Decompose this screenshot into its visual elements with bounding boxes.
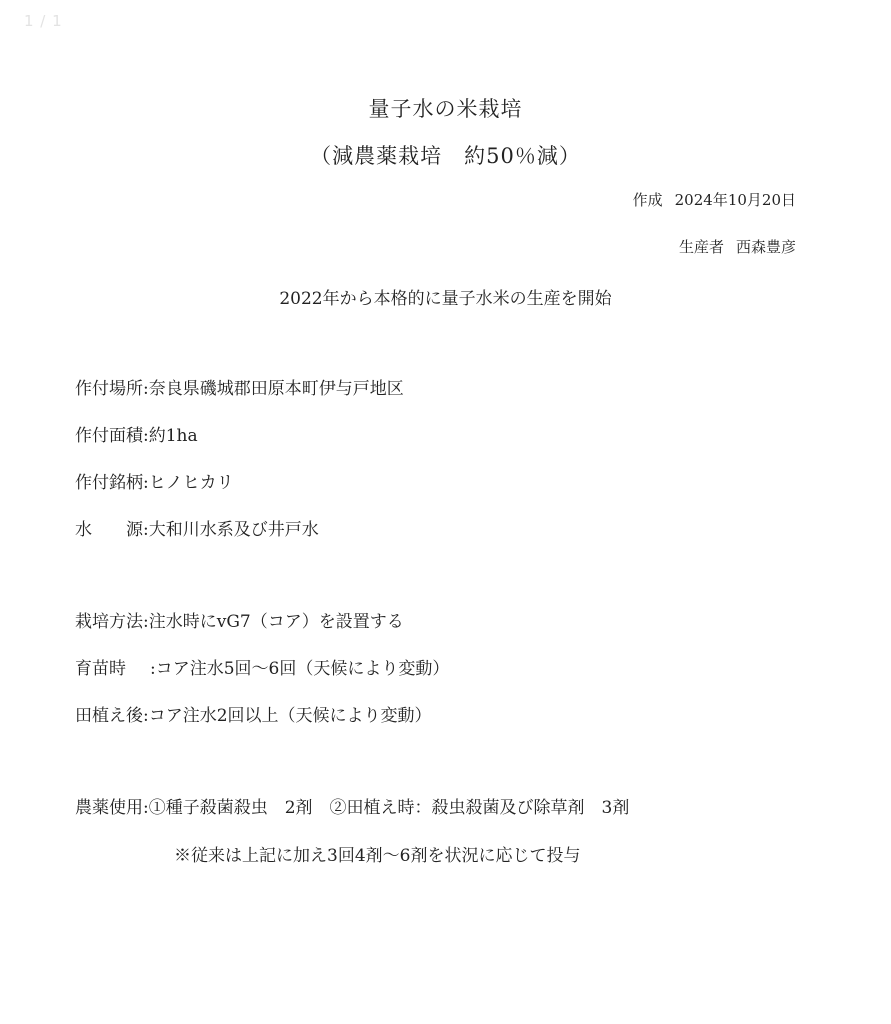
field-method-label: 栽培方法 (75, 612, 143, 632)
document-subtitle: （減農薬栽培 約50％減） (310, 144, 581, 168)
field-seedling: 育苗時 :コア注水5回～6回（天候により変動） (75, 654, 449, 679)
field-area-label: 作付面積 (75, 426, 143, 446)
created-label: 作成 (632, 191, 663, 209)
document-title: 量子水の米栽培 (368, 97, 523, 121)
field-seedling-value: コア注水5回～6回（天候により変動） (155, 659, 450, 679)
intro-text: 2022年から本格的に量子水米の生産を開始 (279, 289, 612, 309)
producer-label: 生産者 (678, 238, 724, 256)
created-date: 2024年10月20日 (674, 191, 796, 209)
field-variety-value: ヒノヒカリ (148, 473, 234, 493)
field-area: 作付面積:約1ha (75, 421, 198, 446)
field-water-source: 水 源:大和川水系及び井戸水 (75, 515, 319, 540)
field-area-value: 約1ha (148, 426, 198, 446)
page-counter: 1 / 1 (24, 12, 63, 30)
field-after-label: 田植え後 (75, 706, 143, 726)
field-pesticide-value: ①種子殺菌殺虫 2剤 ②田植え時：殺虫殺菌及び除草剤 3剤 (148, 798, 630, 818)
field-water-value: 大和川水系及び井戸水 (148, 520, 319, 540)
producer-name: 西森豊彦 (735, 238, 796, 256)
producer-line (679, 236, 796, 257)
footnote: ※従来は上記に加え3回4剤～6剤を状況に応じて投与 (174, 846, 581, 866)
field-location: 作付場所:奈良県磯城郡田原本町伊与戸地区 (75, 374, 404, 399)
field-pesticide: 農薬使用:①種子殺菌殺虫 2剤 ②田植え時：殺虫殺菌及び除草剤 3剤 (75, 793, 629, 818)
field-method: 栽培方法:注水時にvG7（コア）を設置する (75, 607, 404, 632)
field-location-value: 奈良県磯城郡田原本町伊与戸地区 (148, 379, 404, 399)
field-after-planting: 田植え後:コア注水2回以上（天候により変動） (75, 701, 432, 726)
created-line (633, 189, 796, 210)
field-pesticide-label: 農薬使用 (75, 798, 143, 818)
field-water-label: 水 源 (75, 520, 143, 540)
field-after-value: コア注水2回以上（天候により変動） (148, 706, 432, 726)
field-variety-label: 作付銘柄 (75, 473, 143, 493)
field-variety: 作付銘柄:ヒノヒカリ (75, 468, 234, 493)
field-location-label: 作付場所 (75, 379, 143, 399)
field-method-value: 注水時にvG7（コア）を設置する (148, 612, 404, 632)
field-seedling-label: 育苗時 (75, 659, 126, 679)
